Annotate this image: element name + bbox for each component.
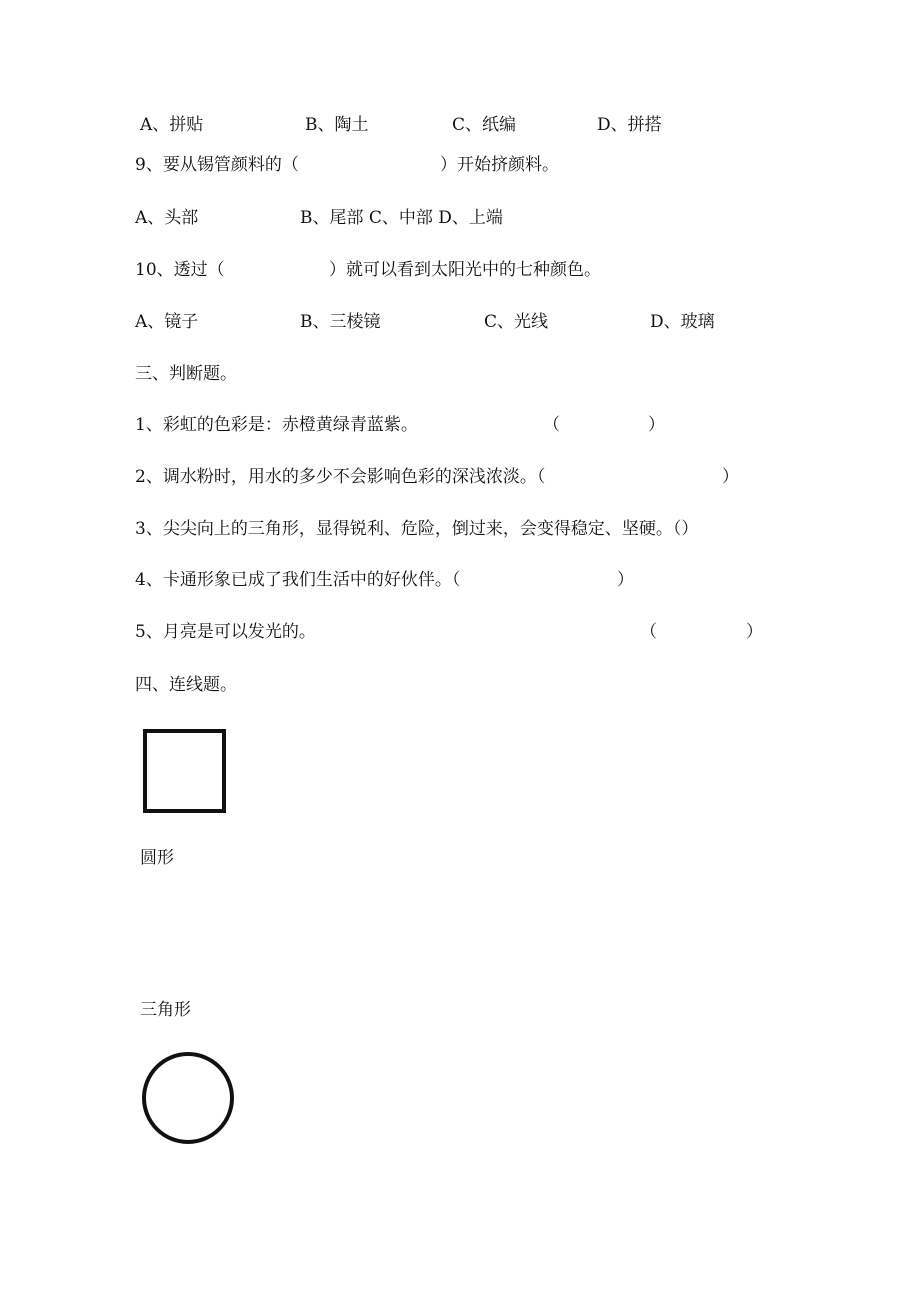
tf-item-2-close-paren: ）: [722, 467, 739, 487]
q8-option-c: C、纸编: [452, 115, 517, 135]
tf-item-4: 4、卡通形象已成了我们生活中的好伙伴。（: [135, 570, 461, 590]
q9-stem-end: ）开始挤颜料。: [440, 155, 559, 175]
label-circle: 圆形: [140, 848, 174, 868]
q9-stem-start: 9、要从锡管颜料的（: [135, 155, 299, 175]
q8-option-b: B、陶土: [305, 115, 369, 135]
q10-option-a: A、镜子: [135, 312, 199, 332]
tf-item-1-open-paren: （: [543, 415, 560, 435]
tf-item-3: 3、尖尖向上的三角形，显得锐利、危险，倒过来，会变得稳定、坚硬。（）: [135, 519, 699, 539]
label-triangle: 三角形: [140, 1000, 191, 1020]
q10-option-d: D、玻璃: [650, 312, 715, 332]
q10-option-b: B、三棱镜: [300, 312, 381, 332]
q10-stem-end: ）就可以看到太阳光中的七种颜色。: [329, 260, 601, 280]
tf-item-4-close-paren: ）: [617, 570, 634, 590]
q10-option-c: C、光线: [484, 312, 549, 332]
q9-option-a: A、头部: [135, 208, 199, 228]
q8-option-a: A、拼贴: [140, 115, 204, 135]
tf-item-5-close-paren: ）: [746, 622, 763, 642]
tf-item-1: 1、彩虹的色彩是：赤橙黄绿青蓝紫。: [135, 415, 418, 435]
q8-option-d: D、拼搭: [597, 115, 662, 135]
q10-stem-start: 10、透过（: [135, 260, 225, 280]
tf-item-5-open-paren: （: [640, 622, 657, 642]
circle-shape: [142, 1052, 234, 1144]
q9-option-bcd: B、尾部 C、中部 D、上端: [300, 208, 503, 228]
square-shape: [143, 729, 226, 813]
tf-item-2: 2、调水粉时，用水的多少不会影响色彩的深浅浓淡。（: [135, 467, 546, 487]
section4-heading: 四、连线题。: [135, 675, 237, 695]
tf-item-5: 5、月亮是可以发光的。: [135, 622, 316, 642]
tf-item-1-close-paren: ）: [648, 415, 665, 435]
section3-heading: 三、判断题。: [135, 364, 237, 384]
